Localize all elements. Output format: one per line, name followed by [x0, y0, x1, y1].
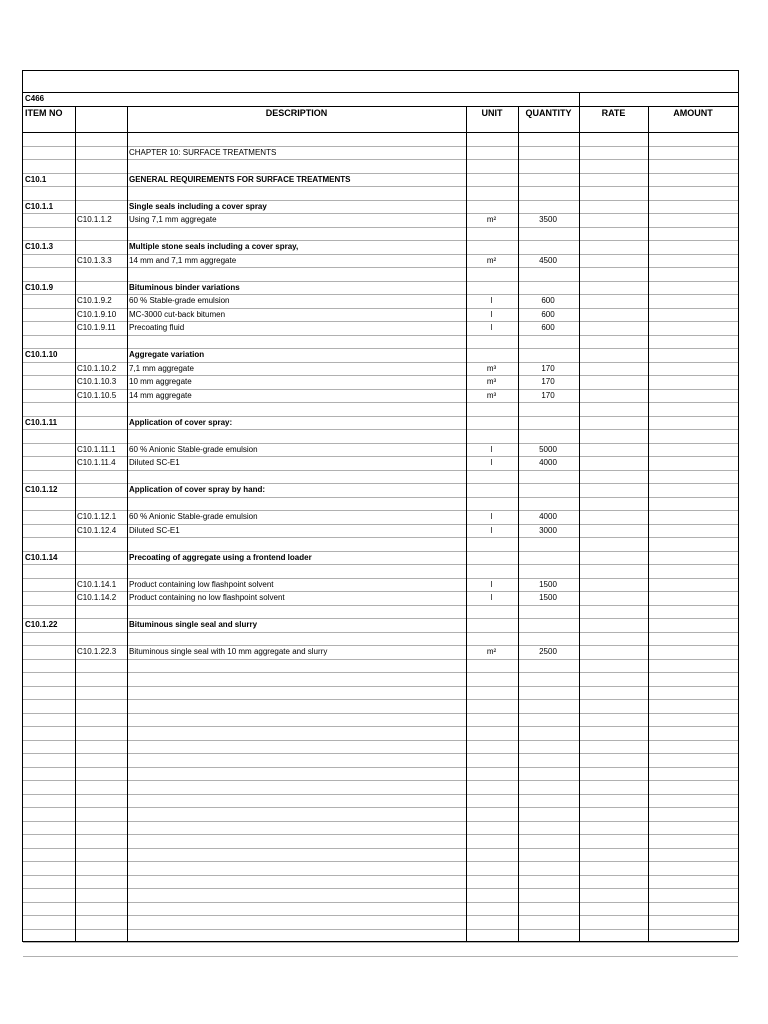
cell-sub-item-no: C10.1.9.10	[77, 309, 117, 319]
table-row	[23, 322, 738, 336]
table-row	[23, 727, 738, 741]
table-row	[23, 471, 738, 485]
table-row	[23, 147, 738, 161]
cell-description: Using 7,1 mm aggregate	[129, 215, 217, 224]
table-row	[23, 741, 738, 755]
header-description: DESCRIPTION	[265, 108, 328, 118]
cell-item-no: C10.1.11	[25, 417, 58, 427]
cell-item-no: C10.1.12	[25, 485, 58, 494]
table-row	[23, 714, 738, 728]
header-amount: AMOUNT	[673, 108, 713, 118]
cell-quantity: 4000	[539, 512, 557, 521]
cell-unit: m²	[486, 215, 497, 224]
cell-unit: m³	[486, 363, 497, 373]
cell-quantity: 2500	[539, 647, 557, 656]
table-row	[23, 930, 738, 944]
table-row	[23, 268, 738, 282]
header-unit: UNIT	[481, 108, 503, 118]
cell-quantity: 4000	[539, 458, 557, 467]
cell-unit: m²	[486, 647, 497, 656]
cell-item-no: C10.1.9	[25, 282, 54, 292]
table-row	[23, 903, 738, 917]
table-row	[23, 349, 738, 363]
column-header-row	[23, 106, 738, 133]
table-row	[23, 795, 738, 809]
cell-sub-item-no: C10.1.11.1	[77, 444, 116, 454]
table-row	[23, 943, 738, 957]
cell-quantity: 1500	[539, 593, 557, 602]
cell-item-no: C10.1.1	[25, 201, 54, 211]
cell-quantity: 170	[541, 390, 555, 400]
table-row	[23, 592, 738, 606]
table-row	[23, 376, 738, 390]
column-divider-sub	[127, 106, 128, 942]
header-item-no: ITEM NO	[25, 108, 63, 118]
table-row	[23, 457, 738, 471]
column-divider-unit	[518, 106, 519, 942]
cell-unit: l	[490, 579, 493, 589]
cell-quantity: 4500	[539, 255, 557, 265]
cell-description: CHAPTER 10: SURFACE TREATMENTS	[129, 147, 277, 157]
cell-unit: l	[490, 525, 493, 535]
cell-unit: l	[490, 458, 493, 467]
table-row	[23, 660, 738, 674]
cell-description: GENERAL REQUIREMENTS FOR SURFACE TREATMENTS	[129, 174, 351, 184]
cell-quantity: 170	[541, 377, 555, 386]
cell-sub-item-no: C10.1.12.1	[77, 512, 117, 521]
cell-description: 60 % Anionic Stable-grade emulsion	[129, 512, 258, 521]
table-row	[23, 673, 738, 687]
column-divider-desc	[466, 106, 467, 942]
table-row	[23, 633, 738, 647]
table-row	[23, 417, 738, 431]
table-row	[23, 309, 738, 323]
table-row	[23, 282, 738, 296]
cell-description: MC-3000 cut-back bitumen	[129, 309, 226, 319]
cell-description: 14 mm and 7,1 mm aggregate	[129, 255, 237, 265]
table-row	[23, 862, 738, 876]
cell-description: Product containing no low flashpoint solvent	[129, 593, 285, 602]
cell-description: Application of cover spray:	[129, 417, 233, 427]
cell-sub-item-no: C10.1.1.2	[77, 215, 112, 224]
column-divider-qty	[579, 93, 580, 942]
table-row	[23, 565, 738, 579]
cell-description: Precoating fluid	[129, 323, 185, 332]
cell-description: Application of cover spray by hand:	[129, 485, 266, 494]
cell-sub-item-no: C10.1.9.2	[77, 296, 112, 305]
table-row	[23, 916, 738, 930]
cell-description: Bituminous single seal and slurry	[129, 620, 258, 629]
table-row	[23, 403, 738, 417]
table-row	[23, 187, 738, 201]
cell-unit: l	[490, 309, 493, 319]
cell-unit: l	[490, 512, 493, 521]
cell-sub-item-no: C10.1.9.11	[77, 323, 116, 332]
table-row	[23, 214, 738, 228]
cell-description: Multiple stone seals including a cover spray,	[129, 242, 299, 251]
cell-item-no: C10.1.10	[25, 350, 58, 359]
cell-description: 60 % Anionic Stable-grade emulsion	[129, 444, 258, 454]
header-quantity: QUANTITY	[525, 108, 572, 118]
cell-description: 14 mm aggregate	[129, 390, 192, 400]
table-row	[23, 700, 738, 714]
cell-description: Aggregate variation	[129, 350, 205, 359]
table-row	[23, 255, 738, 269]
cell-sub-item-no: C10.1.10.5	[77, 390, 117, 400]
cell-item-no: C10.1.14	[25, 552, 58, 562]
cell-item-no: C10.1	[25, 174, 47, 184]
table-row	[23, 498, 738, 512]
cell-quantity: 170	[541, 363, 555, 373]
table-row	[23, 444, 738, 458]
table-row	[23, 241, 738, 255]
cell-description: Single seals including a cover spray	[129, 201, 267, 211]
title-row	[23, 71, 738, 93]
cell-quantity: 3500	[539, 215, 557, 224]
cell-unit: m³	[486, 377, 497, 386]
cell-unit: l	[490, 323, 493, 332]
table-row	[23, 552, 738, 566]
table-row	[23, 174, 738, 188]
cell-quantity: 600	[541, 296, 555, 305]
table-row	[23, 430, 738, 444]
cell-description: 60 % Stable-grade emulsion	[129, 296, 230, 305]
table-row	[23, 646, 738, 660]
table-row	[23, 687, 738, 701]
cell-unit: l	[490, 296, 493, 305]
table-row	[23, 228, 738, 242]
table-row	[23, 511, 738, 525]
header-rate: RATE	[601, 108, 626, 118]
cell-description: Product containing low flashpoint solvent	[129, 579, 274, 589]
cell-description: Precoating of aggregate using a frontend loader	[129, 552, 312, 562]
cell-sub-item-no: C10.1.22.3	[77, 647, 117, 656]
cell-unit: m³	[486, 390, 497, 400]
table-row	[23, 808, 738, 822]
cell-quantity: 1500	[539, 579, 557, 589]
cell-quantity: 600	[541, 323, 555, 332]
column-divider-rate	[648, 106, 649, 942]
cell-description: 7,1 mm aggregate	[129, 363, 194, 373]
cell-description: 10 mm aggregate	[129, 377, 192, 386]
bill-of-quantities-sheet	[22, 70, 739, 942]
table-row	[23, 822, 738, 836]
cell-unit: l	[490, 593, 493, 602]
cell-description: Bituminous single seal with 10 mm aggregate and slurry	[129, 647, 328, 656]
table-row	[23, 606, 738, 620]
table-row	[23, 579, 738, 593]
code-row	[23, 93, 738, 106]
table-row	[23, 849, 738, 863]
table-row	[23, 754, 738, 768]
cell-unit: m²	[486, 255, 497, 265]
table-row	[23, 889, 738, 903]
cell-sub-item-no: C10.1.10.3	[77, 377, 117, 386]
table-row	[23, 363, 738, 377]
cell-sub-item-no: C10.1.10.2	[77, 363, 117, 373]
cell-description: Bituminous binder variations	[129, 282, 240, 292]
table-row	[23, 876, 738, 890]
cell-unit: l	[490, 444, 493, 454]
table-row	[23, 768, 738, 782]
cell-item-no: C10.1.3	[25, 242, 54, 251]
cell-description: Diluted SC-E1	[129, 458, 180, 467]
table-row	[23, 336, 738, 350]
sheet-code: C466	[25, 94, 45, 103]
table-row	[23, 538, 738, 552]
table-row	[23, 201, 738, 215]
cell-sub-item-no: C10.1.14.1	[77, 579, 117, 589]
column-divider-item	[75, 106, 76, 942]
table-row	[23, 525, 738, 539]
cell-sub-item-no: C10.1.3.3	[77, 255, 112, 265]
cell-item-no: C10.1.22	[25, 620, 58, 629]
table-row	[23, 835, 738, 849]
table-row	[23, 484, 738, 498]
table-row	[23, 133, 738, 147]
table-row	[23, 295, 738, 309]
table-row	[23, 781, 738, 795]
table-row	[23, 390, 738, 404]
cell-quantity: 3000	[539, 525, 557, 535]
cell-quantity: 600	[541, 309, 555, 319]
cell-sub-item-no: C10.1.12.4	[77, 525, 117, 535]
cell-description: Diluted SC-E1	[129, 525, 180, 535]
table-row	[23, 619, 738, 633]
cell-sub-item-no: C10.1.14.2	[77, 593, 117, 602]
cell-sub-item-no: C10.1.11.4	[77, 458, 116, 467]
table-row	[23, 160, 738, 174]
cell-quantity: 5000	[539, 444, 557, 454]
